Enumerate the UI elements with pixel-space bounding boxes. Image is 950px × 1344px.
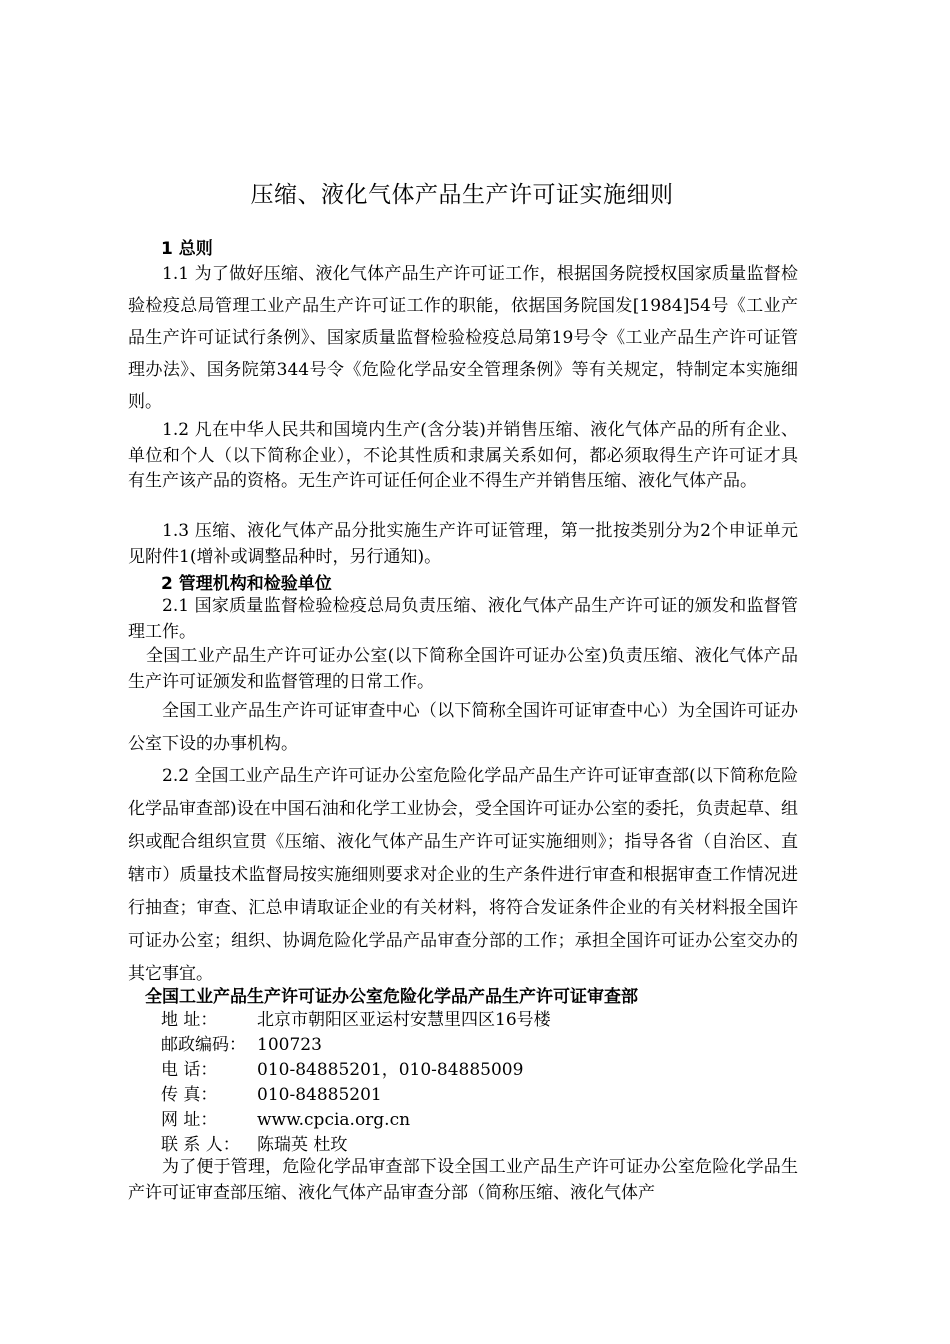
contact-phone-value: 010-84885201，010-84885009: [257, 1060, 524, 1080]
paragraph-2-1-office: 全国工业产品生产许可证办公室(以下简称全国许可证办公室)负责压缩、液化气体产品生产许可证颁发和监督管理的日常工作。: [128, 646, 798, 692]
paragraph-1-3: 1.3 压缩、液化气体产品分批实施生产许可证管理，第一批按类别分为2个申证单元见附件1(增补或调整品种时，另行通知)。: [128, 521, 798, 567]
contact-address-row: [161, 1005, 551, 1030]
contact-postcode-label: 邮政编码：: [161, 1035, 246, 1055]
contact-heading: 全国工业产品生产许可证办公室危险化学品产品生产许可证审查部: [145, 987, 638, 1007]
contact-web-row: [161, 1105, 410, 1130]
contact-postcode-value: 100723: [257, 1035, 322, 1055]
contact-web-label: 网 址：: [161, 1110, 218, 1130]
contact-person-row: [161, 1130, 347, 1155]
contact-person-label: 联 系 人：: [161, 1135, 240, 1155]
section-heading-general: 1 总则: [161, 239, 213, 259]
contact-phone-row: [161, 1055, 523, 1080]
contact-address-label: 地 址：: [161, 1010, 218, 1030]
document-title: 压缩、液化气体产品生产许可证实施细则: [250, 182, 674, 208]
paragraph-2-1: 2.1 国家质量监督检验检疫总局负责压缩、液化气体产品生产许可证的颁发和监督管理工作。: [128, 596, 798, 642]
contact-address-value: 北京市朝阳区亚运村安慧里四区16号楼: [257, 1010, 551, 1030]
paragraph-2-2: 2.2 全国工业产品生产许可证办公室危险化学品产品生产许可证审查部(以下简称危险化学品审查部)设在中国石油和化学工业协会，受全国许可证办公室的委托，负责起草、组织或配合组织宣贯《压缩、液化气体产品生产许可证实施细则》；指导各省（自治区、直辖市）质量技术监督局按实施细则要求对企业的生产条件进行审查和根据审查工作情况进行抽查；审查、汇总申请取证企业的有关材料，将符合发证条件企业的有关材料报全国许可证办公室；组织、协调危险化学品产品审查分部的工作；承担全国许可证办公室交办的其它事宜。: [128, 766, 798, 984]
contact-fax-label: 传 真：: [161, 1085, 218, 1105]
paragraph-2-1-center: 全国工业产品生产许可证审查中心（以下简称全国许可证审查中心）为全国许可证办公室下设的办事机构。: [128, 701, 798, 754]
section-heading-management: 2 管理机构和检验单位: [161, 574, 332, 594]
paragraph-1-2: 1.2 凡在中华人民共和国境内生产(含分装)并销售压缩、液化气体产品的所有企业、单位和个人（以下简称企业），不论其性质和隶属关系如何，都必须取得生产许可证才具有生产该产品的资格。无生产许可证任何企业不得生产并销售压缩、液化气体产品。: [128, 420, 798, 491]
contact-postcode-row: [161, 1030, 322, 1055]
contact-fax-row: [161, 1080, 382, 1105]
contact-fax-value: 010-84885201: [257, 1085, 382, 1105]
contact-phone-label: 电 话：: [161, 1060, 218, 1080]
paragraph-1-1: 1.1 为了做好压缩、液化气体产品生产许可证工作，根据国务院授权国家质量监督检验检疫总局管理工业产品生产许可证工作的职能，依据国务院国发[1984]54号《工业产品生产许可证试行条例》、国家质量监督检验检疫总局第19号令《工业产品生产许可证管理办法》、国务院第344号令《危险化学品安全管理条例》等有关规定，特制定本实施细则。: [128, 264, 798, 412]
contact-person-value: 陈瑞英 杜玫: [257, 1135, 348, 1155]
contact-web-value: www.cpcia.org.cn: [257, 1110, 411, 1130]
paragraph-subdivision: 为了便于管理，危险化学品审查部下设全国工业产品生产许可证办公室危险化学品生产许可证审查部压缩、液化气体产品审查分部（简称压缩、液化气体产: [128, 1157, 798, 1203]
